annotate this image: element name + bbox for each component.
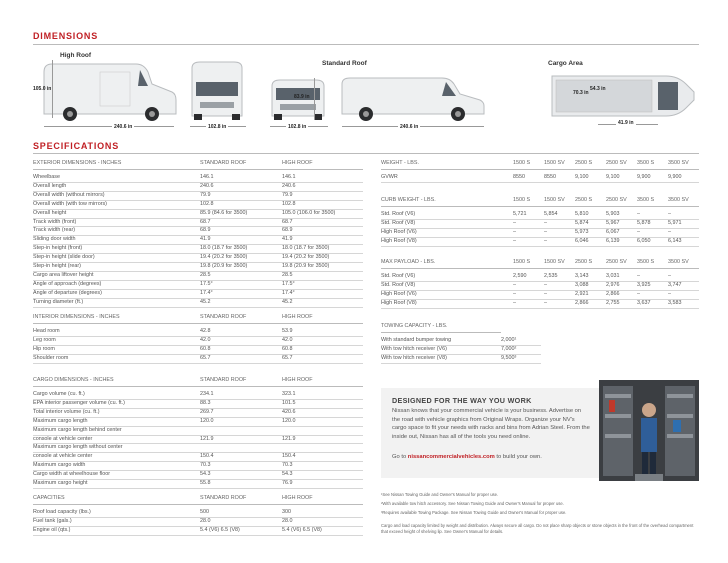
towing-capacity-table — [381, 320, 541, 364]
curb-weight-cell: 5,874 — [575, 219, 606, 228]
curb-weight-cell: – — [544, 219, 575, 228]
capacities-row — [33, 526, 363, 535]
exterior-cell: 68.9 — [282, 227, 363, 236]
interior-cell: 65.7 — [200, 354, 282, 363]
cargo-row — [33, 426, 363, 435]
cargo-cell: 54.3 — [282, 471, 363, 480]
promo-link-line — [392, 454, 542, 460]
nissan-commercial-link[interactable]: nissancommercialvehicles.com — [407, 454, 495, 460]
exterior-row — [33, 236, 363, 245]
cargo-cell: Total interior volume (cu. ft.) — [33, 408, 200, 417]
curb-weight-cell: 6,050 — [637, 237, 668, 246]
exterior-cell: 28.5 — [200, 271, 282, 280]
exterior-cell: 102.8 — [200, 200, 282, 209]
weight-cell: 8550 — [544, 174, 575, 182]
payload-cell: – — [544, 281, 575, 290]
interior-row — [33, 336, 363, 345]
capacities-cell: 28.0 — [200, 517, 282, 526]
payload-row — [381, 273, 699, 281]
curb-weight-cell: – — [513, 237, 544, 246]
cargo-row — [33, 391, 363, 399]
specifications-rule — [33, 153, 699, 154]
payload-cell: – — [668, 273, 699, 281]
weight-row — [381, 174, 699, 182]
standard-roof-label: Standard Roof — [322, 60, 367, 67]
capacities-cell: 300 — [282, 509, 363, 517]
weight-cell: 9,900 — [637, 174, 668, 182]
payload-cell: – — [637, 273, 668, 281]
weight-header-cell: 1500 SV — [544, 157, 575, 170]
curb-weight-header-cell: 2500 S — [575, 194, 606, 207]
exterior-cell: Wheelbase — [33, 174, 200, 182]
payload-header-cell: MAX PAYLOAD - LBS. — [381, 256, 513, 269]
cargo-cell: 269.7 — [200, 408, 282, 417]
curb-weight-cell: High Roof (V8) — [381, 237, 513, 246]
weight-cell: 9,100 — [575, 174, 606, 182]
interior-cell: Shoulder room — [33, 354, 200, 363]
weight-header-cell: 1500 S — [513, 157, 544, 170]
promo-title: DESIGNED FOR THE WAY YOU WORK — [392, 396, 532, 405]
interior-cell: 42.8 — [200, 328, 282, 336]
curb-weight-cell: – — [668, 228, 699, 237]
exterior-header-row — [33, 157, 363, 170]
weight-header-cell: 2500 SV — [606, 157, 637, 170]
exterior-row — [33, 218, 363, 227]
exterior-row — [33, 209, 363, 218]
cargo-row — [33, 471, 363, 480]
exterior-cell: Overall width (with tow mirrors) — [33, 200, 200, 209]
exterior-row — [33, 182, 363, 191]
cargo-cell: Maximum cargo width — [33, 462, 200, 471]
payload-cell: Std. Roof (V8) — [381, 281, 513, 290]
cargo-header-cell: HIGH ROOF — [282, 374, 363, 387]
interior-cell: 65.7 — [282, 354, 363, 363]
high-roof-height-measure: 105.0 in — [33, 86, 52, 92]
exterior-cell: 28.5 — [282, 271, 363, 280]
exterior-cell: 68.9 — [200, 227, 282, 236]
exterior-cell: 17.5° — [282, 280, 363, 289]
weight-cell: GVWR — [381, 174, 513, 182]
high-roof-height-line — [52, 60, 53, 118]
exterior-cell: 17.4° — [200, 289, 282, 298]
specifications-title: SPECIFICATIONS — [33, 141, 120, 151]
towing-cell: With tow hitch receiver (V6) — [381, 345, 501, 354]
curb-weight-header-cell: 2500 SV — [606, 194, 637, 207]
exterior-cell: 240.6 — [200, 182, 282, 191]
cargo-cell: Maximum cargo length — [33, 417, 200, 426]
weight-cell: 9,900 — [668, 174, 699, 182]
capacities-header-row — [33, 492, 363, 505]
interior-cell: Head room — [33, 328, 200, 336]
curb-weight-cell: 5,721 — [513, 211, 544, 219]
exterior-row — [33, 174, 363, 182]
curb-weight-cell: – — [513, 228, 544, 237]
curb-weight-header-cell: CURB WEIGHT - LBS. — [381, 194, 513, 207]
exterior-cell: 146.1 — [282, 174, 363, 182]
standard-roof-van-side-image — [338, 74, 488, 122]
cargo-header-row — [33, 374, 363, 387]
towing-row — [381, 337, 541, 345]
exterior-row — [33, 280, 363, 289]
exterior-cell: Step-in height (rear) — [33, 263, 200, 272]
cargo-row — [33, 480, 363, 489]
exterior-cell: Track width (rear) — [33, 227, 200, 236]
capacities-header-cell: HIGH ROOF — [282, 492, 363, 505]
cargo-cell: 121.9 — [200, 435, 282, 444]
dimensions-rule — [33, 44, 699, 45]
exterior-cell: 105.0 (106.0 for 3500) — [282, 209, 363, 218]
exterior-row — [33, 289, 363, 298]
payload-cell: 3,143 — [575, 273, 606, 281]
capacities-table — [33, 492, 363, 536]
promo-body: Nissan knows that your commercial vehicle is your business. Advertise on the road with vehicle graphics from Original Wraps. Organize your NV's cargo space to fit your needs with racks and bins from Adrian Steel. From the inside out, Nissan has all of the tools you need online. — [392, 408, 590, 441]
exterior-cell: 19.8 (20.9 for 3500) — [282, 263, 363, 272]
cargo-door-measure: 41.9 in — [618, 120, 634, 126]
weight-header-cell: 3500 SV — [668, 157, 699, 170]
curb-weight-row — [381, 211, 699, 219]
payload-cell: 2,866 — [606, 290, 637, 299]
curb-weight-cell: Std. Roof (V6) — [381, 211, 513, 219]
cargo-cell — [200, 426, 282, 435]
payload-cell: 3,583 — [668, 299, 699, 308]
curb-weight-cell: – — [637, 211, 668, 219]
cargo-cell: console at vehicle center — [33, 453, 200, 462]
exterior-cell: Angle of approach (degrees) — [33, 280, 200, 289]
exterior-row — [33, 200, 363, 209]
payload-row — [381, 281, 699, 290]
weight-header-cell: WEIGHT - LBS. — [381, 157, 513, 170]
curb-weight-cell: 5,854 — [544, 211, 575, 219]
payload-row — [381, 290, 699, 299]
exterior-cell: Overall height — [33, 209, 200, 218]
cargo-cell: console at vehicle center — [33, 435, 200, 444]
payload-cell: 2,535 — [544, 273, 575, 281]
exterior-row — [33, 191, 363, 200]
cargo-row — [33, 417, 363, 426]
exterior-row — [33, 227, 363, 236]
weight-table — [381, 157, 699, 183]
standard-roof-height-line — [314, 78, 315, 120]
exterior-cell: Step-in height (front) — [33, 245, 200, 254]
payload-cell: – — [513, 290, 544, 299]
exterior-cell: 85.9 (84.6 for 3500) — [200, 209, 282, 218]
towing-cell: With tow hitch receiver (V8) — [381, 354, 501, 363]
cargo-row — [33, 408, 363, 417]
payload-cell: 3,088 — [575, 281, 606, 290]
curb-weight-header-cell: 1500 S — [513, 194, 544, 207]
payload-cell: 2,590 — [513, 273, 544, 281]
cargo-cell: 120.0 — [200, 417, 282, 426]
max-payload-table — [381, 256, 699, 309]
exterior-cell: 18.0 (18.7 for 3500) — [200, 245, 282, 254]
payload-header-cell: 1500 S — [513, 256, 544, 269]
curb-weight-row — [381, 219, 699, 228]
curb-weight-cell: 5,903 — [606, 211, 637, 219]
exterior-cell: Angle of departure (degrees) — [33, 289, 200, 298]
interior-header-cell: INTERIOR DIMENSIONS - INCHES — [33, 311, 200, 324]
cargo-cell: 88.3 — [200, 399, 282, 408]
cargo-cell — [200, 444, 282, 453]
curb-weight-cell: 5,971 — [668, 219, 699, 228]
weight-header-cell: 2500 S — [575, 157, 606, 170]
interior-cell: 60.8 — [282, 345, 363, 354]
towing-cell: 2,000¹ — [501, 337, 541, 345]
cargo-row — [33, 462, 363, 471]
cargo-width-measure: 70.3 in — [573, 90, 589, 96]
curb-weight-header-row — [381, 194, 699, 207]
interior-row — [33, 354, 363, 363]
footnote-1: ¹See Nissan Towing Guide and Owner's Manual for proper use. — [381, 492, 499, 497]
curb-weight-cell: 5,878 — [637, 219, 668, 228]
interior-cell: 60.8 — [200, 345, 282, 354]
high-roof-length-line — [44, 126, 174, 127]
dimensions-title: DIMENSIONS — [33, 31, 99, 41]
exterior-cell: Cargo area liftover height — [33, 271, 200, 280]
interior-header-row — [33, 311, 363, 324]
exterior-cell: Turning diameter (ft.) — [33, 298, 200, 307]
interior-header-cell: STANDARD ROOF — [200, 311, 282, 324]
capacities-row — [33, 517, 363, 526]
exterior-cell: 17.5° — [200, 280, 282, 289]
exterior-cell: 45.2 — [282, 298, 363, 307]
exterior-cell: Overall width (without mirrors) — [33, 191, 200, 200]
exterior-header-cell: STANDARD ROOF — [200, 157, 282, 170]
exterior-cell: 17.4° — [282, 289, 363, 298]
cargo-area-label: Cargo Area — [548, 60, 583, 67]
curb-weight-header-cell: 3500 SV — [668, 194, 699, 207]
curb-weight-header-cell: 3500 S — [637, 194, 668, 207]
curb-weight-cell: 5,810 — [575, 211, 606, 219]
cargo-cell: 420.6 — [282, 408, 363, 417]
payload-cell: 2,755 — [606, 299, 637, 308]
payload-cell: 2,976 — [606, 281, 637, 290]
cargo-cell: Maximum cargo length behind center — [33, 426, 200, 435]
curb-weight-cell: 6,139 — [606, 237, 637, 246]
interior-cell: 42.0 — [200, 336, 282, 345]
exterior-cell: 41.9 — [200, 236, 282, 245]
exterior-cell: 146.1 — [200, 174, 282, 182]
interior-dimensions-table — [33, 311, 363, 364]
curb-weight-cell: High Roof (V6) — [381, 228, 513, 237]
interior-cell: Leg room — [33, 336, 200, 345]
exterior-cell: 240.6 — [282, 182, 363, 191]
cargo-cell: Maximum cargo height — [33, 480, 200, 489]
exterior-cell: 79.9 — [200, 191, 282, 200]
exterior-cell: Overall length — [33, 182, 200, 191]
exterior-dimensions-table — [33, 157, 363, 308]
cargo-cell: 234.1 — [200, 391, 282, 399]
curb-weight-cell: 6,067 — [606, 228, 637, 237]
capacities-cell: Roof load capacity (lbs.) — [33, 509, 200, 517]
payload-cell: – — [544, 299, 575, 308]
capacities-cell: 28.0 — [282, 517, 363, 526]
curb-weight-cell: Std. Roof (V8) — [381, 219, 513, 228]
curb-weight-header-cell: 1500 SV — [544, 194, 575, 207]
exterior-cell: 102.8 — [282, 200, 363, 209]
capacities-cell: 5.4 (V6) 6.5 (V8) — [282, 526, 363, 535]
cargo-cell: Cargo volume (cu. ft.) — [33, 391, 200, 399]
curb-weight-cell: – — [668, 211, 699, 219]
payload-header-cell: 1500 SV — [544, 256, 575, 269]
high-roof-van-front-image — [186, 58, 248, 122]
towing-cell: 9,500³ — [501, 354, 541, 363]
cargo-cell: 150.4 — [282, 453, 363, 462]
cargo-header-cell: STANDARD ROOF — [200, 374, 282, 387]
exterior-row — [33, 271, 363, 280]
curb-weight-cell: – — [513, 219, 544, 228]
towing-row — [381, 354, 541, 363]
exterior-header-cell: EXTERIOR DIMENSIONS - INCHES — [33, 157, 200, 170]
cargo-header-cell: CARGO DIMENSIONS - INCHES — [33, 374, 200, 387]
cargo-cell — [282, 444, 363, 453]
exterior-cell: 41.9 — [282, 236, 363, 245]
cargo-cell: 150.4 — [200, 453, 282, 462]
capacities-row — [33, 509, 363, 517]
curb-weight-cell: – — [637, 228, 668, 237]
exterior-cell: 19.4 (20.2 for 3500) — [282, 254, 363, 263]
cargo-wheelhouse-measure: 54.3 in — [590, 86, 606, 92]
payload-cell: 3,031 — [606, 273, 637, 281]
exterior-cell: 19.8 (20.9 for 3500) — [200, 263, 282, 272]
payload-cell: – — [668, 290, 699, 299]
capacities-header-cell: CAPACITIES — [33, 492, 200, 505]
towing-cell: With standard bumper towing — [381, 337, 501, 345]
curb-weight-cell: 6,046 — [575, 237, 606, 246]
capacities-cell: Engine oil (qts.) — [33, 526, 200, 535]
exterior-cell: 45.2 — [200, 298, 282, 307]
towing-header-cell: TOWING CAPACITY - LBS. — [381, 320, 501, 333]
interior-cell: Hip room — [33, 345, 200, 354]
payload-cell: – — [513, 281, 544, 290]
interior-cell: 53.9 — [282, 328, 363, 336]
exterior-cell: Step-in height (slide door) — [33, 254, 200, 263]
curb-weight-row — [381, 237, 699, 246]
cargo-area-top-view-image — [548, 70, 698, 120]
exterior-cell: 79.9 — [282, 191, 363, 200]
weight-header-cell: 3500 S — [637, 157, 668, 170]
promo-link-suffix: to build your own. — [494, 454, 542, 460]
payload-cell: High Roof (V8) — [381, 299, 513, 308]
footnote-cargo-note: Cargo and load capacity limited by weight and distribution. Always secure all cargo. Do not place sharp objects or stone objects in the front of the overhead compartment that exceed height of shelving lip. See Owner's Manual for details. — [381, 523, 694, 534]
interior-row — [33, 328, 363, 336]
payload-cell: Std. Roof (V6) — [381, 273, 513, 281]
exterior-cell: 19.4 (20.2 for 3500) — [200, 254, 282, 263]
payload-row — [381, 299, 699, 308]
footnote-3: ³Requires available Towing Package. See Nissan Towing Guide and Owner's Manual for proper use. — [381, 510, 567, 515]
cargo-cell: Cargo width at wheelhouse floor — [33, 471, 200, 480]
cargo-cell: 323.1 — [282, 391, 363, 399]
curb-weight-cell: – — [544, 237, 575, 246]
capacities-cell: 500 — [200, 509, 282, 517]
payload-header-cell: 2500 S — [575, 256, 606, 269]
payload-cell: – — [544, 290, 575, 299]
interior-header-cell: HIGH ROOF — [282, 311, 363, 324]
cargo-cell: 70.3 — [200, 462, 282, 471]
cargo-cell: 54.3 — [200, 471, 282, 480]
exterior-cell: 18.0 (18.7 for 3500) — [282, 245, 363, 254]
interior-row — [33, 345, 363, 354]
curb-weight-cell: 5,967 — [606, 219, 637, 228]
promo-link-prefix: Go to — [392, 454, 408, 460]
payload-cell: 2,921 — [575, 290, 606, 299]
exterior-cell: Track width (front) — [33, 218, 200, 227]
cargo-cell: Maximum cargo length without center — [33, 444, 200, 453]
payload-cell: 2,866 — [575, 299, 606, 308]
capacities-header-cell: STANDARD ROOF — [200, 492, 282, 505]
interior-cell: 42.0 — [282, 336, 363, 345]
weight-header-row — [381, 157, 699, 170]
towing-header-row — [381, 320, 541, 333]
exterior-row — [33, 263, 363, 272]
payload-cell: 3,925 — [637, 281, 668, 290]
exterior-header-cell: HIGH ROOF — [282, 157, 363, 170]
high-roof-width-measure: 102.8 in — [208, 124, 227, 130]
curb-weight-cell: 5,973 — [575, 228, 606, 237]
cargo-cell: 101.5 — [282, 399, 363, 408]
cargo-row — [33, 453, 363, 462]
exterior-cell: 68.7 — [282, 218, 363, 227]
cargo-row — [33, 399, 363, 408]
cargo-cell: 55.8 — [200, 480, 282, 489]
payload-cell: 3,747 — [668, 281, 699, 290]
weight-cell: 9,100 — [606, 174, 637, 182]
exterior-row — [33, 298, 363, 307]
exterior-cell: 68.7 — [200, 218, 282, 227]
high-roof-length-measure: 240.6 in — [114, 124, 133, 130]
curb-weight-cell: 6,143 — [668, 237, 699, 246]
towing-cell: 7,000² — [501, 345, 541, 354]
high-roof-label: High Roof — [60, 52, 92, 59]
payload-cell: 3,637 — [637, 299, 668, 308]
cargo-row — [33, 435, 363, 444]
exterior-row — [33, 245, 363, 254]
cargo-cell: 120.0 — [282, 417, 363, 426]
capacities-cell: Fuel tank (gals.) — [33, 517, 200, 526]
cargo-row — [33, 444, 363, 453]
cargo-dimensions-table — [33, 374, 363, 489]
standard-roof-height-measure: 83.9 in — [294, 94, 310, 100]
cargo-cell: EPA interior passenger volume (cu. ft.) — [33, 399, 200, 408]
payload-header-cell: 3500 S — [637, 256, 668, 269]
exterior-row — [33, 254, 363, 263]
worker-in-cargo-van-photo — [599, 380, 699, 481]
standard-roof-width-measure: 102.8 in — [288, 124, 307, 130]
curb-weight-table — [381, 194, 699, 247]
cargo-cell: 76.9 — [282, 480, 363, 489]
exterior-cell: Sliding door width — [33, 236, 200, 245]
footnote-2: ²With available tow hitch accessory. See Nissan Towing Guide and Owner's Manual for proper use. — [381, 501, 564, 506]
standard-roof-length-measure: 240.6 in — [400, 124, 419, 130]
weight-cell: 8550 — [513, 174, 544, 182]
payload-header-cell: 2500 SV — [606, 256, 637, 269]
cargo-cell — [282, 426, 363, 435]
curb-weight-row — [381, 228, 699, 237]
payload-header-row — [381, 256, 699, 269]
towing-row — [381, 345, 541, 354]
payload-cell: High Roof (V6) — [381, 290, 513, 299]
payload-cell: – — [513, 299, 544, 308]
payload-header-cell: 3500 SV — [668, 256, 699, 269]
payload-cell: – — [637, 290, 668, 299]
capacities-cell: 5.4 (V6) 6.5 (V8) — [200, 526, 282, 535]
high-roof-van-side-image — [40, 58, 180, 122]
designed-for-work-box — [381, 388, 599, 478]
cargo-cell: 121.9 — [282, 435, 363, 444]
cargo-cell: 70.3 — [282, 462, 363, 471]
curb-weight-cell: – — [544, 228, 575, 237]
